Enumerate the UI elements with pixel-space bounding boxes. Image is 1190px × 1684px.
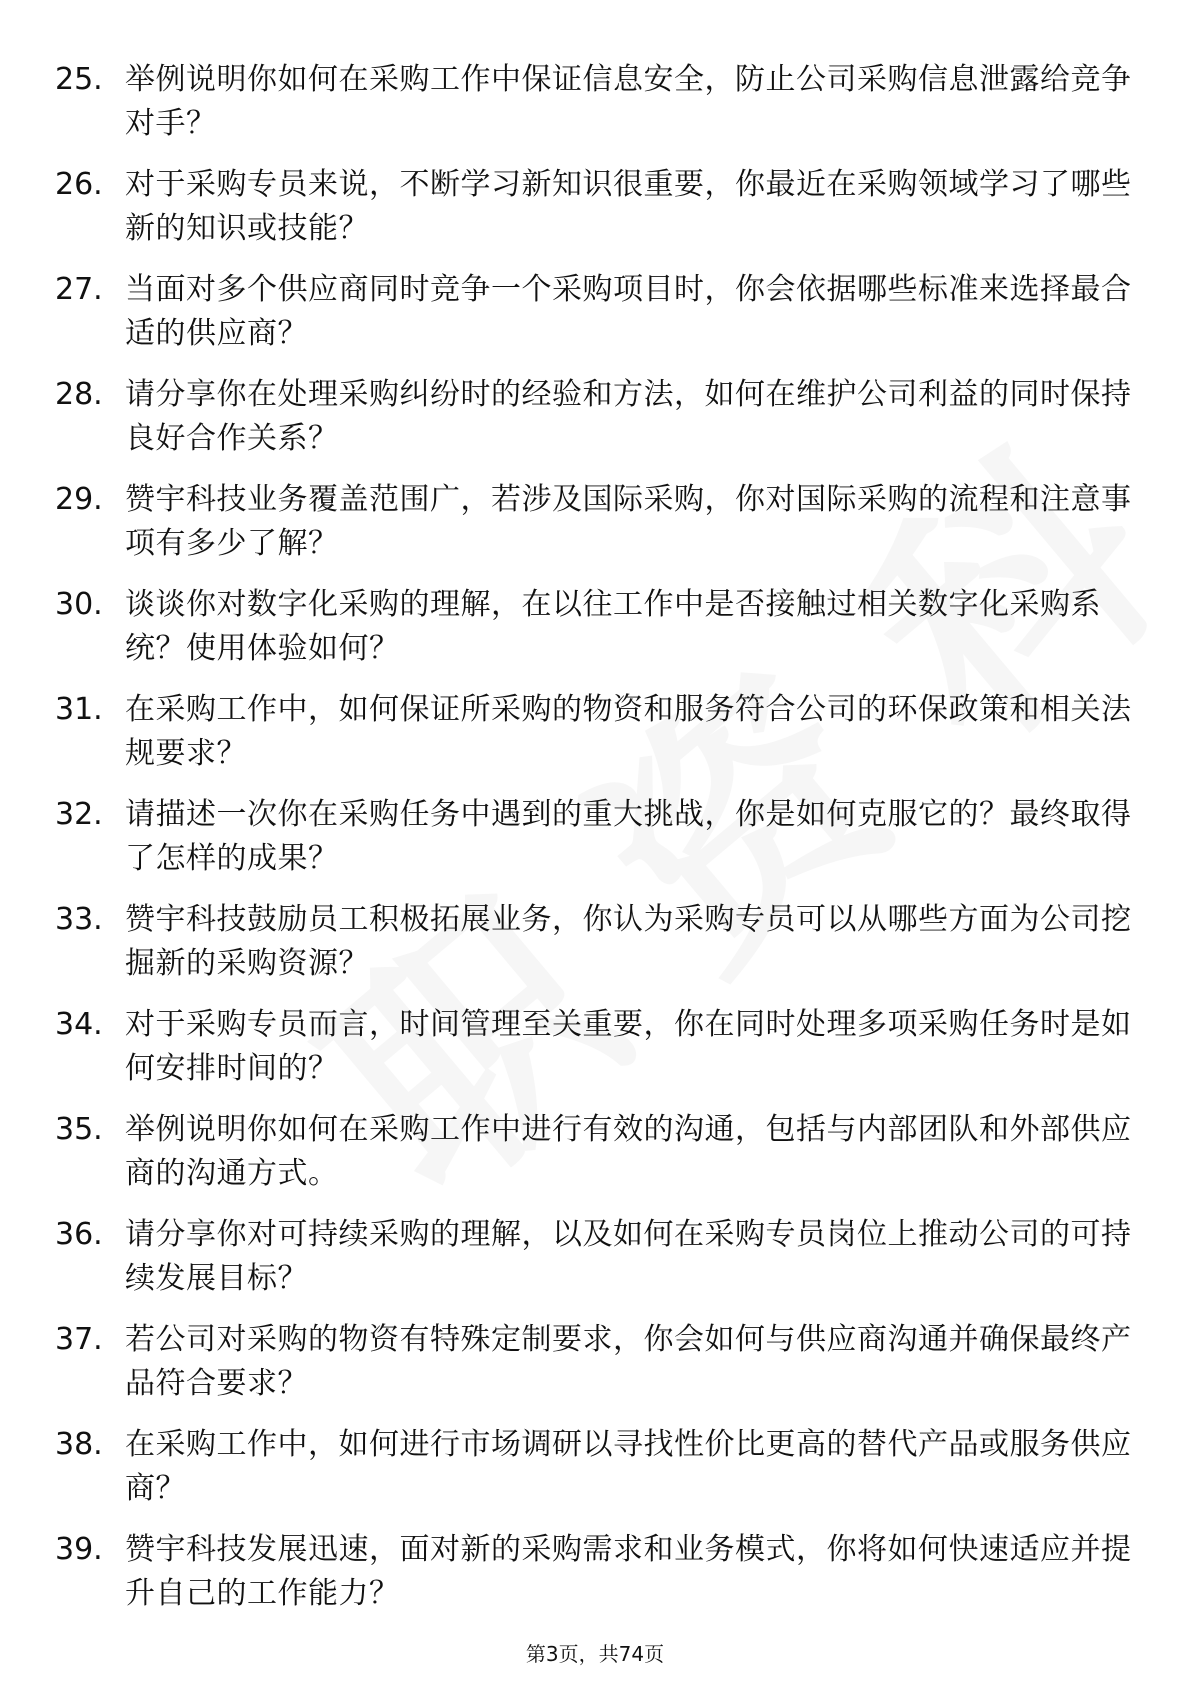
question-number: 30. — [55, 587, 103, 622]
question-item — [55, 373, 1135, 461]
question-number: 25. — [55, 62, 103, 97]
question-number: 26. — [55, 167, 103, 202]
question-item — [55, 1108, 1135, 1196]
question-number: 34. — [55, 1007, 103, 1042]
question-number: 29. — [55, 482, 103, 517]
page-indicator: 第3页，共74页 — [525, 1642, 665, 1666]
question-number: 36. — [55, 1217, 103, 1252]
question-number: 39. — [55, 1532, 103, 1567]
question-item — [55, 1003, 1135, 1091]
question-number: 32. — [55, 797, 103, 832]
question-text: 谈谈你对数字化采购的理解，在以往工作中是否接触过相关数字化采购系统？使用体验如何？ — [125, 587, 1101, 666]
question-text: 赞宇科技业务覆盖范围广，若涉及国际采购，你对国际采购的流程和注意事项有多少了解？ — [125, 482, 1132, 561]
question-item — [55, 1318, 1135, 1406]
question-item — [55, 1213, 1135, 1301]
question-item — [55, 583, 1135, 671]
question-item — [55, 268, 1135, 356]
question-text: 若公司对采购的物资有特殊定制要求，你会如何与供应商沟通并确保最终产品符合要求？ — [125, 1322, 1132, 1401]
question-text: 请分享你在处理采购纠纷时的经验和方法，如何在维护公司利益的同时保持良好合作关系？ — [125, 377, 1132, 456]
question-number: 27. — [55, 272, 103, 307]
question-item — [55, 478, 1135, 566]
question-item — [55, 1423, 1135, 1511]
question-text: 请分享你对可持续采购的理解，以及如何在采购专员岗位上推动公司的可持续发展目标？ — [125, 1217, 1132, 1296]
question-item — [55, 898, 1135, 986]
question-number: 38. — [55, 1427, 103, 1462]
question-number: 37. — [55, 1322, 103, 1357]
question-text: 赞宇科技鼓励员工积极拓展业务，你认为采购专员可以从哪些方面为公司挖掘新的采购资源？ — [125, 902, 1132, 981]
question-item — [55, 1528, 1135, 1616]
question-number: 35. — [55, 1112, 103, 1147]
question-number: 28. — [55, 377, 103, 412]
question-item — [55, 688, 1135, 776]
question-text: 赞宇科技发展迅速，面对新的采购需求和业务模式，你将如何快速适应并提升自己的工作能力？ — [125, 1532, 1132, 1611]
question-text: 对于采购专员而言，时间管理至关重要，你在同时处理多项采购任务时是如何安排时间的？ — [125, 1007, 1132, 1086]
question-item — [55, 793, 1135, 881]
question-text: 当面对多个供应商同时竞争一个采购项目时，你会依据哪些标准来选择最合适的供应商？ — [125, 272, 1132, 351]
question-number: 31. — [55, 692, 103, 727]
question-text: 在采购工作中，如何保证所采购的物资和服务符合公司的环保政策和相关法规要求？ — [125, 692, 1132, 771]
question-item — [55, 58, 1135, 146]
question-list — [55, 58, 1135, 1633]
question-text: 请描述一次你在采购任务中遇到的重大挑战，你是如何克服它的？最终取得了怎样的成果？ — [125, 797, 1132, 876]
question-text: 举例说明你如何在采购工作中进行有效的沟通，包括与内部团队和外部供应商的沟通方式。 — [125, 1112, 1132, 1191]
question-item — [55, 163, 1135, 251]
question-text: 在采购工作中，如何进行市场调研以寻找性价比更高的替代产品或服务供应商？ — [125, 1427, 1132, 1506]
question-number: 33. — [55, 902, 103, 937]
question-text: 举例说明你如何在采购工作中保证信息安全，防止公司采购信息泄露给竞争对手？ — [125, 62, 1132, 141]
question-text: 对于采购专员来说，不断学习新知识很重要，你最近在采购领域学习了哪些新的知识或技能？ — [125, 167, 1132, 246]
